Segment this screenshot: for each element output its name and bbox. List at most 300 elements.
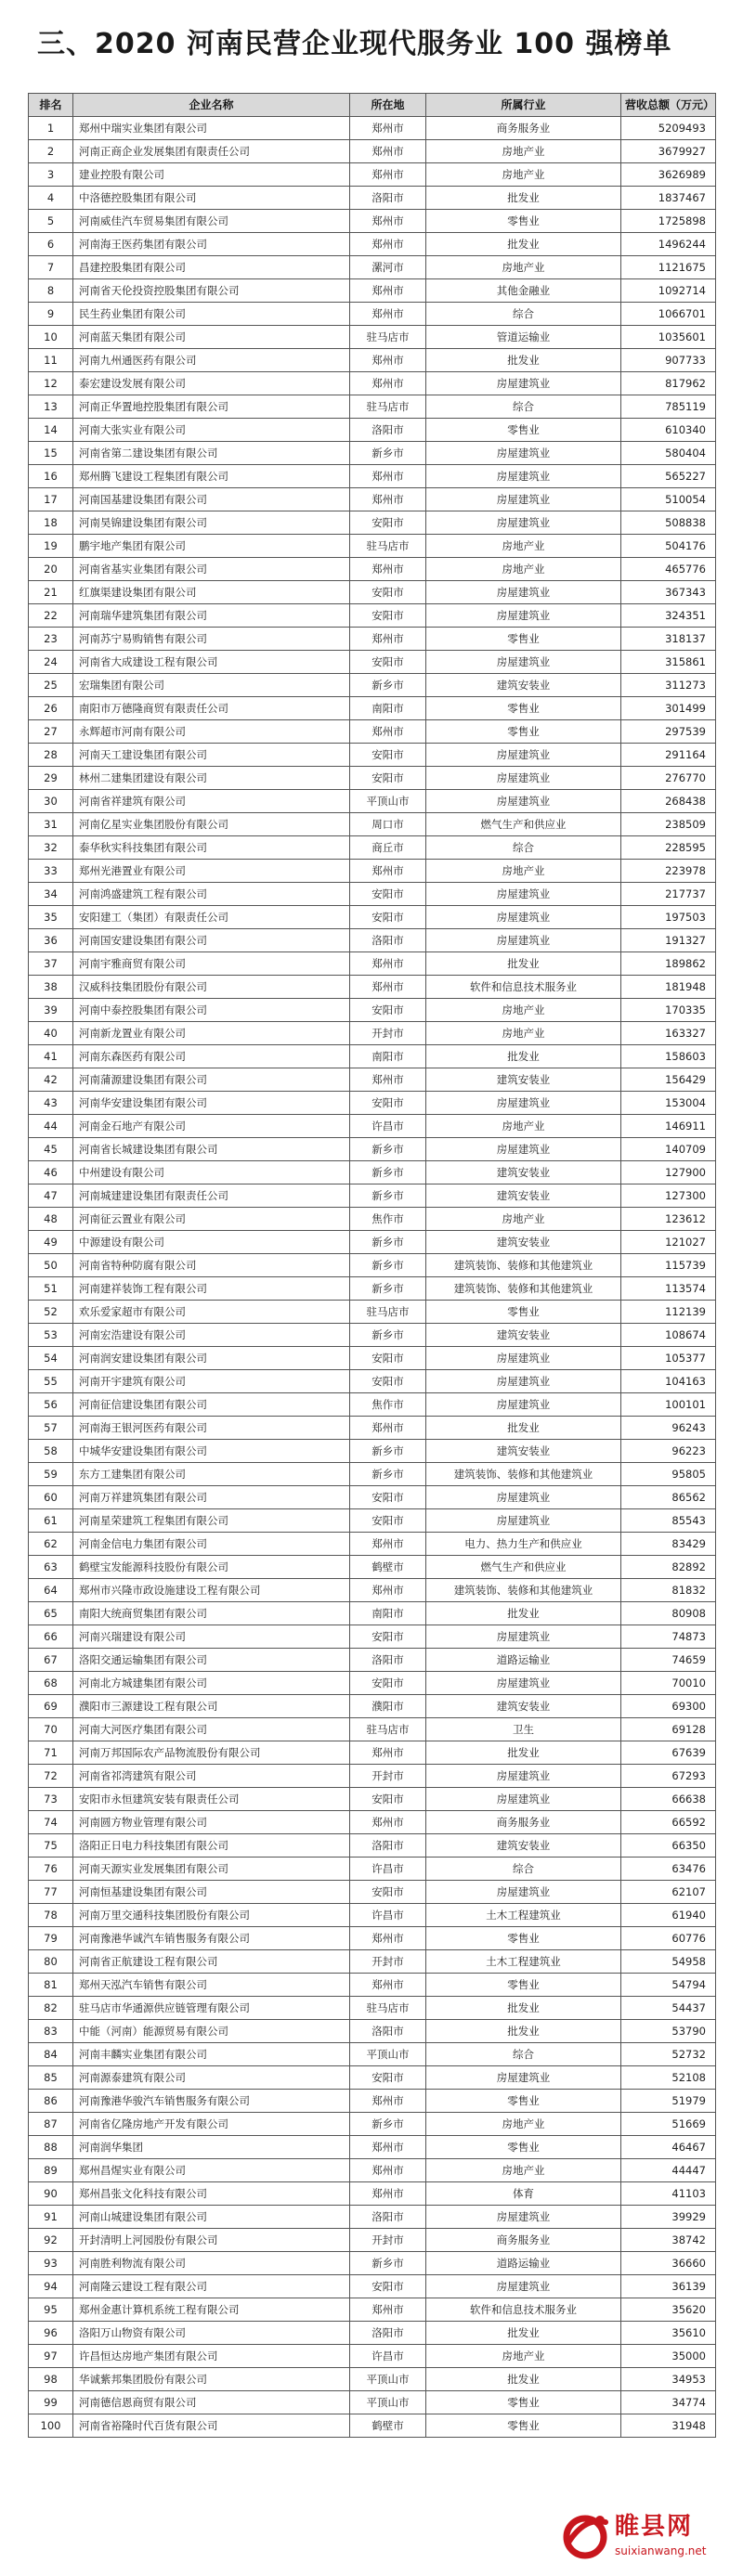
rank-cell: 34 xyxy=(29,883,73,906)
location-cell: 安阳市 xyxy=(350,651,426,674)
table-row xyxy=(29,1301,716,1324)
table-row xyxy=(29,210,716,233)
industry-cell: 房屋建筑业 xyxy=(426,767,621,790)
industry-cell: 综合 xyxy=(426,836,621,860)
industry-cell: 房屋建筑业 xyxy=(426,906,621,929)
table-row xyxy=(29,163,716,187)
rank-cell: 77 xyxy=(29,1881,73,1904)
revenue-cell: 1496244 xyxy=(621,233,716,256)
revenue-cell: 85543 xyxy=(621,1509,716,1533)
rank-cell: 55 xyxy=(29,1370,73,1393)
revenue-cell: 66592 xyxy=(621,1811,716,1834)
company-name-cell: 河南大河医疗集团有限公司 xyxy=(73,1718,350,1741)
company-name-cell: 鹤壁宝发能源科技股份有限公司 xyxy=(73,1556,350,1579)
table-row xyxy=(29,117,716,140)
rank-cell: 66 xyxy=(29,1625,73,1649)
industry-cell: 房地产业 xyxy=(426,860,621,883)
table-row xyxy=(29,326,716,349)
industry-cell: 建筑安装业 xyxy=(426,1440,621,1463)
location-cell: 开封市 xyxy=(350,1022,426,1045)
company-name-cell: 河南征信建设集团有限公司 xyxy=(73,1393,350,1417)
rank-cell: 17 xyxy=(29,488,73,511)
industry-cell: 电力、热力生产和供应业 xyxy=(426,1533,621,1556)
location-cell: 郑州市 xyxy=(350,488,426,511)
location-cell: 新乡市 xyxy=(350,2252,426,2275)
company-name-cell: 民生药业集团有限公司 xyxy=(73,303,350,326)
company-name-cell: 东方工建集团有限公司 xyxy=(73,1463,350,1486)
rank-cell: 30 xyxy=(29,790,73,813)
revenue-cell: 62107 xyxy=(621,1881,716,1904)
location-cell: 郑州市 xyxy=(350,303,426,326)
header-location: 所在地 xyxy=(350,94,426,117)
company-name-cell: 河南鸿盛建筑工程有限公司 xyxy=(73,883,350,906)
header-revenue: 营收总额（万元） xyxy=(621,94,716,117)
company-name-cell: 河南万邦国际农产品物流股份有限公司 xyxy=(73,1741,350,1765)
revenue-cell: 81832 xyxy=(621,1579,716,1602)
revenue-cell: 297539 xyxy=(621,720,716,744)
industry-cell: 批发业 xyxy=(426,233,621,256)
industry-cell: 零售业 xyxy=(426,2090,621,2113)
revenue-cell: 318137 xyxy=(621,628,716,651)
revenue-cell: 66638 xyxy=(621,1788,716,1811)
table-row xyxy=(29,1811,716,1834)
revenue-cell: 1035601 xyxy=(621,326,716,349)
location-cell: 焦作市 xyxy=(350,1393,426,1417)
company-name-cell: 红旗渠建设集团有限公司 xyxy=(73,581,350,604)
company-name-cell: 河南豫港华骏汽车销售服务有限公司 xyxy=(73,2090,350,2113)
revenue-cell: 108674 xyxy=(621,1324,716,1347)
company-name-cell: 中能（河南）能源贸易有限公司 xyxy=(73,2020,350,2043)
table-row xyxy=(29,2275,716,2298)
industry-cell: 土木工程建筑业 xyxy=(426,1904,621,1927)
location-cell: 开封市 xyxy=(350,1765,426,1788)
industry-cell: 房屋建筑业 xyxy=(426,442,621,465)
revenue-cell: 301499 xyxy=(621,697,716,720)
rank-cell: 64 xyxy=(29,1579,73,1602)
company-name-cell: 中城华安建设集团有限公司 xyxy=(73,1440,350,1463)
rank-cell: 46 xyxy=(29,1161,73,1184)
table-row xyxy=(29,279,716,303)
table-row xyxy=(29,1741,716,1765)
revenue-cell: 580404 xyxy=(621,442,716,465)
industry-cell: 零售业 xyxy=(426,1301,621,1324)
location-cell: 郑州市 xyxy=(350,233,426,256)
industry-cell: 建筑安装业 xyxy=(426,1231,621,1254)
location-cell: 安阳市 xyxy=(350,906,426,929)
revenue-cell: 276770 xyxy=(621,767,716,790)
rank-cell: 82 xyxy=(29,1997,73,2020)
rank-cell: 73 xyxy=(29,1788,73,1811)
industry-cell: 批发业 xyxy=(426,349,621,372)
rank-cell: 68 xyxy=(29,1672,73,1695)
revenue-cell: 170335 xyxy=(621,999,716,1022)
revenue-cell: 367343 xyxy=(621,581,716,604)
company-name-cell: 河南金石地产有限公司 xyxy=(73,1115,350,1138)
table-row xyxy=(29,187,716,210)
revenue-cell: 217737 xyxy=(621,883,716,906)
table-row xyxy=(29,1184,716,1208)
company-name-cell: 河南恒基建设集团有限公司 xyxy=(73,1881,350,1904)
industry-cell: 房屋建筑业 xyxy=(426,1788,621,1811)
table-row xyxy=(29,697,716,720)
industry-cell: 建筑装饰、装修和其他建筑业 xyxy=(426,1277,621,1301)
revenue-cell: 123612 xyxy=(621,1208,716,1231)
revenue-cell: 610340 xyxy=(621,419,716,442)
table-row xyxy=(29,767,716,790)
company-name-cell: 中州建设有限公司 xyxy=(73,1161,350,1184)
rank-cell: 13 xyxy=(29,395,73,419)
table-row xyxy=(29,1533,716,1556)
company-name-cell: 河南省特种防腐有限公司 xyxy=(73,1254,350,1277)
company-name-cell: 河南豫港华诚汽车销售服务有限公司 xyxy=(73,1927,350,1950)
location-cell: 南阳市 xyxy=(350,1045,426,1068)
revenue-cell: 158603 xyxy=(621,1045,716,1068)
location-cell: 新乡市 xyxy=(350,1231,426,1254)
table-row xyxy=(29,1393,716,1417)
ranking-table xyxy=(28,93,716,2438)
table-row xyxy=(29,2020,716,2043)
rank-cell: 90 xyxy=(29,2182,73,2206)
company-name-cell: 河南省裕隆时代百货有限公司 xyxy=(73,2414,350,2438)
location-cell: 安阳市 xyxy=(350,2275,426,2298)
location-cell: 安阳市 xyxy=(350,1486,426,1509)
table-row xyxy=(29,2136,716,2159)
company-name-cell: 河南丰麟实业集团有限公司 xyxy=(73,2043,350,2066)
location-cell: 郑州市 xyxy=(350,163,426,187)
location-cell: 洛阳市 xyxy=(350,929,426,952)
industry-cell: 建筑装饰、装修和其他建筑业 xyxy=(426,1254,621,1277)
location-cell: 安阳市 xyxy=(350,511,426,535)
company-name-cell: 河南省亿隆房地产开发有限公司 xyxy=(73,2113,350,2136)
revenue-cell: 146911 xyxy=(621,1115,716,1138)
rank-cell: 59 xyxy=(29,1463,73,1486)
table-row xyxy=(29,1138,716,1161)
location-cell: 安阳市 xyxy=(350,1788,426,1811)
company-name-cell: 河南山城建设集团有限公司 xyxy=(73,2206,350,2229)
industry-cell: 土木工程建筑业 xyxy=(426,1950,621,1974)
revenue-cell: 140709 xyxy=(621,1138,716,1161)
industry-cell: 零售业 xyxy=(426,697,621,720)
location-cell: 许昌市 xyxy=(350,1904,426,1927)
industry-cell: 商务服务业 xyxy=(426,1811,621,1834)
location-cell: 安阳市 xyxy=(350,767,426,790)
table-row xyxy=(29,1417,716,1440)
rank-cell: 92 xyxy=(29,2229,73,2252)
table-row xyxy=(29,1718,716,1741)
table-row xyxy=(29,1927,716,1950)
company-name-cell: 中源建设有限公司 xyxy=(73,1231,350,1254)
table-row xyxy=(29,1649,716,1672)
revenue-cell: 3679927 xyxy=(621,140,716,163)
rank-cell: 7 xyxy=(29,256,73,279)
revenue-cell: 52732 xyxy=(621,2043,716,2066)
revenue-cell: 785119 xyxy=(621,395,716,419)
revenue-cell: 34774 xyxy=(621,2391,716,2414)
industry-cell: 管道运输业 xyxy=(426,326,621,349)
revenue-cell: 508838 xyxy=(621,511,716,535)
rank-cell: 11 xyxy=(29,349,73,372)
revenue-cell: 105377 xyxy=(621,1347,716,1370)
revenue-cell: 44447 xyxy=(621,2159,716,2182)
table-row xyxy=(29,1440,716,1463)
industry-cell: 建筑安装业 xyxy=(426,1184,621,1208)
rank-cell: 33 xyxy=(29,860,73,883)
table-row xyxy=(29,999,716,1022)
rank-cell: 26 xyxy=(29,697,73,720)
industry-cell: 零售业 xyxy=(426,419,621,442)
industry-cell: 批发业 xyxy=(426,2322,621,2345)
rank-cell: 50 xyxy=(29,1254,73,1277)
revenue-cell: 96243 xyxy=(621,1417,716,1440)
company-name-cell: 河南正商企业发展集团有限责任公司 xyxy=(73,140,350,163)
location-cell: 安阳市 xyxy=(350,1509,426,1533)
company-name-cell: 河南征云置业有限公司 xyxy=(73,1208,350,1231)
industry-cell: 建筑安装业 xyxy=(426,1068,621,1092)
industry-cell: 商务服务业 xyxy=(426,117,621,140)
revenue-cell: 163327 xyxy=(621,1022,716,1045)
industry-cell: 房屋建筑业 xyxy=(426,511,621,535)
location-cell: 驻马店市 xyxy=(350,395,426,419)
table-row xyxy=(29,581,716,604)
rank-cell: 98 xyxy=(29,2368,73,2391)
industry-cell: 批发业 xyxy=(426,1045,621,1068)
location-cell: 安阳市 xyxy=(350,1672,426,1695)
industry-cell: 建筑安装业 xyxy=(426,1161,621,1184)
industry-cell: 房屋建筑业 xyxy=(426,744,621,767)
revenue-cell: 54437 xyxy=(621,1997,716,2020)
rank-cell: 80 xyxy=(29,1950,73,1974)
location-cell: 新乡市 xyxy=(350,1277,426,1301)
table-row xyxy=(29,952,716,976)
company-name-cell: 河南省大成建设工程有限公司 xyxy=(73,651,350,674)
rank-cell: 15 xyxy=(29,442,73,465)
location-cell: 许昌市 xyxy=(350,2345,426,2368)
company-name-cell: 河南宇雅商贸有限公司 xyxy=(73,952,350,976)
location-cell: 郑州市 xyxy=(350,372,426,395)
industry-cell: 房地产业 xyxy=(426,535,621,558)
ranking-table-container xyxy=(28,93,715,2438)
industry-cell: 房屋建筑业 xyxy=(426,1881,621,1904)
revenue-cell: 127900 xyxy=(621,1161,716,1184)
company-name-cell: 河南城建建设集团有限责任公司 xyxy=(73,1184,350,1208)
industry-cell: 批发业 xyxy=(426,1602,621,1625)
company-name-cell: 郑州昌张文化科技有限公司 xyxy=(73,2182,350,2206)
rank-cell: 21 xyxy=(29,581,73,604)
company-name-cell: 郑州市兴隆市政设施建设工程有限公司 xyxy=(73,1579,350,1602)
revenue-cell: 127300 xyxy=(621,1184,716,1208)
table-row xyxy=(29,1858,716,1881)
rank-cell: 40 xyxy=(29,1022,73,1045)
industry-cell: 批发业 xyxy=(426,2368,621,2391)
revenue-cell: 311273 xyxy=(621,674,716,697)
location-cell: 驻马店市 xyxy=(350,1301,426,1324)
industry-cell: 零售业 xyxy=(426,2414,621,2438)
location-cell: 安阳市 xyxy=(350,1370,426,1393)
company-name-cell: 永辉超市河南有限公司 xyxy=(73,720,350,744)
revenue-cell: 268438 xyxy=(621,790,716,813)
rank-cell: 74 xyxy=(29,1811,73,1834)
company-name-cell: 河南中泰控股集团有限公司 xyxy=(73,999,350,1022)
industry-cell: 批发业 xyxy=(426,1417,621,1440)
rank-cell: 89 xyxy=(29,2159,73,2182)
location-cell: 郑州市 xyxy=(350,1533,426,1556)
location-cell: 新乡市 xyxy=(350,1440,426,1463)
table-row xyxy=(29,1672,716,1695)
revenue-cell: 46467 xyxy=(621,2136,716,2159)
location-cell: 郑州市 xyxy=(350,2136,426,2159)
table-row xyxy=(29,2206,716,2229)
location-cell: 安阳市 xyxy=(350,1625,426,1649)
revenue-cell: 34953 xyxy=(621,2368,716,2391)
table-row xyxy=(29,1974,716,1997)
table-header-row xyxy=(29,94,716,117)
company-name-cell: 河南国安建设集团有限公司 xyxy=(73,929,350,952)
revenue-cell: 223978 xyxy=(621,860,716,883)
industry-cell: 道路运输业 xyxy=(426,2252,621,2275)
revenue-cell: 1725898 xyxy=(621,210,716,233)
company-name-cell: 郑州中瑞实业集团有限公司 xyxy=(73,117,350,140)
location-cell: 郑州市 xyxy=(350,465,426,488)
location-cell: 郑州市 xyxy=(350,976,426,999)
revenue-cell: 86562 xyxy=(621,1486,716,1509)
location-cell: 新乡市 xyxy=(350,1254,426,1277)
revenue-cell: 504176 xyxy=(621,535,716,558)
industry-cell: 房地产业 xyxy=(426,2159,621,2182)
location-cell: 鹤壁市 xyxy=(350,1556,426,1579)
industry-cell: 房地产业 xyxy=(426,2345,621,2368)
company-name-cell: 中洛德控股集团有限公司 xyxy=(73,187,350,210)
location-cell: 郑州市 xyxy=(350,1741,426,1765)
revenue-cell: 69128 xyxy=(621,1718,716,1741)
rank-cell: 38 xyxy=(29,976,73,999)
location-cell: 驻马店市 xyxy=(350,326,426,349)
industry-cell: 房屋建筑业 xyxy=(426,929,621,952)
company-name-cell: 河南省第二建设集团有限公司 xyxy=(73,442,350,465)
table-row xyxy=(29,604,716,628)
rank-cell: 83 xyxy=(29,2020,73,2043)
industry-cell: 零售业 xyxy=(426,210,621,233)
location-cell: 洛阳市 xyxy=(350,1834,426,1858)
table-row xyxy=(29,233,716,256)
table-row xyxy=(29,558,716,581)
rank-cell: 100 xyxy=(29,2414,73,2438)
table-row xyxy=(29,1370,716,1393)
table-row xyxy=(29,1881,716,1904)
table-row xyxy=(29,1486,716,1509)
location-cell: 南阳市 xyxy=(350,1602,426,1625)
company-name-cell: 郑州光港置业有限公司 xyxy=(73,860,350,883)
table-row xyxy=(29,1788,716,1811)
industry-cell: 房屋建筑业 xyxy=(426,1393,621,1417)
rank-cell: 85 xyxy=(29,2066,73,2090)
company-name-cell: 河南胜利物流有限公司 xyxy=(73,2252,350,2275)
revenue-cell: 51979 xyxy=(621,2090,716,2113)
industry-cell: 房屋建筑业 xyxy=(426,604,621,628)
location-cell: 郑州市 xyxy=(350,628,426,651)
table-row xyxy=(29,2113,716,2136)
company-name-cell: 河南省长城建设集团有限公司 xyxy=(73,1138,350,1161)
company-name-cell: 河南海王银河医药有限公司 xyxy=(73,1417,350,1440)
industry-cell: 房屋建筑业 xyxy=(426,1765,621,1788)
industry-cell: 房屋建筑业 xyxy=(426,1138,621,1161)
company-name-cell: 河南万里交通科技集团股份有限公司 xyxy=(73,1904,350,1927)
rank-cell: 24 xyxy=(29,651,73,674)
company-name-cell: 河南省祁湾建筑有限公司 xyxy=(73,1765,350,1788)
industry-cell: 批发业 xyxy=(426,1741,621,1765)
location-cell: 开封市 xyxy=(350,2229,426,2252)
industry-cell: 房地产业 xyxy=(426,1022,621,1045)
location-cell: 驻马店市 xyxy=(350,535,426,558)
company-name-cell: 河南省祥建筑有限公司 xyxy=(73,790,350,813)
industry-cell: 建筑安装业 xyxy=(426,1324,621,1347)
location-cell: 洛阳市 xyxy=(350,187,426,210)
rank-cell: 51 xyxy=(29,1277,73,1301)
location-cell: 郑州市 xyxy=(350,2159,426,2182)
industry-cell: 零售业 xyxy=(426,1927,621,1950)
revenue-cell: 156429 xyxy=(621,1068,716,1092)
location-cell: 安阳市 xyxy=(350,1881,426,1904)
company-name-cell: 河南大张实业有限公司 xyxy=(73,419,350,442)
industry-cell: 房地产业 xyxy=(426,163,621,187)
rank-cell: 4 xyxy=(29,187,73,210)
location-cell: 郑州市 xyxy=(350,2298,426,2322)
industry-cell: 建筑安装业 xyxy=(426,1834,621,1858)
industry-cell: 批发业 xyxy=(426,1997,621,2020)
rank-cell: 18 xyxy=(29,511,73,535)
industry-cell: 建筑安装业 xyxy=(426,674,621,697)
revenue-cell: 1066701 xyxy=(621,303,716,326)
location-cell: 郑州市 xyxy=(350,2090,426,2113)
company-name-cell: 河南蓝天集团有限公司 xyxy=(73,326,350,349)
location-cell: 新乡市 xyxy=(350,1463,426,1486)
revenue-cell: 113574 xyxy=(621,1277,716,1301)
table-row xyxy=(29,488,716,511)
table-row xyxy=(29,1068,716,1092)
revenue-cell: 1837467 xyxy=(621,187,716,210)
table-row xyxy=(29,1834,716,1858)
rank-cell: 61 xyxy=(29,1509,73,1533)
revenue-cell: 38742 xyxy=(621,2229,716,2252)
rank-cell: 97 xyxy=(29,2345,73,2368)
revenue-cell: 100101 xyxy=(621,1393,716,1417)
company-name-cell: 鹏宇地产集团有限公司 xyxy=(73,535,350,558)
company-name-cell: 南阳市万德隆商贸有限责任公司 xyxy=(73,697,350,720)
industry-cell: 燃气生产和供应业 xyxy=(426,1556,621,1579)
company-name-cell: 河南瑞华建筑集团有限公司 xyxy=(73,604,350,628)
location-cell: 平顶山市 xyxy=(350,2043,426,2066)
industry-cell: 零售业 xyxy=(426,628,621,651)
table-row xyxy=(29,140,716,163)
rank-cell: 75 xyxy=(29,1834,73,1858)
industry-cell: 建筑安装业 xyxy=(426,1695,621,1718)
table-row xyxy=(29,1208,716,1231)
company-name-cell: 安阳市永恒建筑安装有限责任公司 xyxy=(73,1788,350,1811)
location-cell: 焦作市 xyxy=(350,1208,426,1231)
rank-cell: 31 xyxy=(29,813,73,836)
company-name-cell: 河南东森医药有限公司 xyxy=(73,1045,350,1068)
revenue-cell: 817962 xyxy=(621,372,716,395)
industry-cell: 综合 xyxy=(426,303,621,326)
table-row xyxy=(29,1115,716,1138)
location-cell: 郑州市 xyxy=(350,1068,426,1092)
table-row xyxy=(29,860,716,883)
rank-cell: 3 xyxy=(29,163,73,187)
rank-cell: 94 xyxy=(29,2275,73,2298)
location-cell: 郑州市 xyxy=(350,2182,426,2206)
industry-cell: 软件和信息技术服务业 xyxy=(426,2298,621,2322)
industry-cell: 房屋建筑业 xyxy=(426,1092,621,1115)
rank-cell: 19 xyxy=(29,535,73,558)
